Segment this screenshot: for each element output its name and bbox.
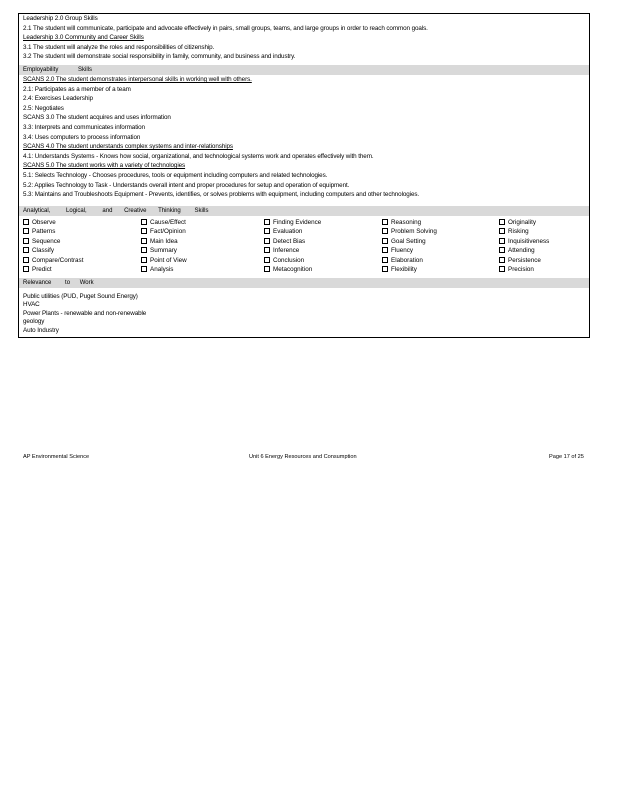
skill-label: Persistence [508,256,541,264]
checkbox-icon[interactable] [141,228,147,234]
skill-checkbox[interactable] [382,238,426,246]
skill-label: Classify [32,247,55,255]
skill-checkbox[interactable] [264,228,302,236]
checkbox-icon[interactable] [141,247,147,253]
skill-label: Sequence [32,237,61,245]
skill-label: Analysis [150,266,174,273]
skill-label: Flexibility [391,266,417,273]
skill-label: Main Idea [150,237,178,245]
skill-label: Reasoning [391,219,422,226]
skill-label: Risking [508,228,529,236]
footer-page: Page 17 of 25 [549,454,584,460]
standard-line: SCANS 5.0 The student works with a variety of technologies [23,162,186,170]
skill-checkbox[interactable] [23,257,83,265]
standard-line: Leadership 2.0 Group Skills [23,15,98,22]
standard-line: 2.4: Exercises Leadership [23,95,93,103]
checkbox-icon[interactable] [499,266,505,272]
skill-checkbox[interactable] [264,266,312,274]
skill-checkbox[interactable] [382,266,417,274]
checkbox-icon[interactable] [23,247,29,253]
standard-line: 5.1: Selects Technology - Chooses procedures, tools or equipment including computers and related technologies. [23,172,328,179]
skill-label: Elaboration [391,256,423,264]
skill-checkbox[interactable] [141,266,173,274]
skill-label: Precision [508,266,534,273]
standard-line: 2.1: Participates as a member of a team [23,85,131,93]
skill-checkbox[interactable] [141,247,177,255]
standard-line: Leadership 3.0 Community and Career Skills [23,34,144,41]
heading-word: Relevance [23,280,52,286]
checkbox-icon[interactable] [499,247,505,253]
checkbox-icon[interactable] [382,257,388,263]
skill-checkbox[interactable] [499,219,536,227]
skill-checkbox[interactable] [499,228,529,236]
standard-line: 4.1: Understands Systems - Knows how social, organizational, and technological systems work and operates effectively with them. [23,152,374,160]
footer-unit: Unit 6 Energy Resources and Consumption [249,454,357,460]
standard-line: 5.3: Maintains and Troubleshoots Equipment - Prevents, identifies, or solves problems with equipment, including computers and other technologies. [23,191,420,199]
checkbox-icon[interactable] [141,238,147,244]
skill-label: Detect Bias [273,237,306,245]
standard-line: HVAC [23,301,40,309]
skill-checkbox[interactable] [499,266,534,274]
standard-line: 2.1 The student will communicate, participate and advocate effectively in pairs, small groups, teams, and large groups in order to reach common goals. [23,24,428,32]
standards-table [18,13,590,338]
skill-label: Goal Setting [391,237,426,245]
skill-checkbox[interactable] [141,238,178,246]
checkbox-icon[interactable] [499,219,505,225]
checkbox-icon[interactable] [23,228,29,234]
heading-word: Creative [124,208,147,214]
standard-line: 3.3: Interprets and communicates information [23,124,145,131]
skill-label: Finding Evidence [273,219,322,226]
skill-checkbox[interactable] [141,228,186,236]
skill-checkbox[interactable] [264,219,321,227]
skill-label: Metacognition [273,266,313,273]
standard-line: 2.5: Negotiates [23,104,64,112]
skill-label: Predict [32,266,52,273]
standard-line: Power Plants - renewable and non-renewable [23,309,147,317]
standard-line: SCANS 4.0 The student understands complex systems and inter-relationships [23,143,233,151]
footer-course: AP Environmental Science [23,454,90,460]
standard-line: 3.1 The student will analyze the roles and responsibilities of citizenship. [23,43,215,51]
heading-word: Thinking [158,208,181,214]
standard-line: 5.2: Applies Technology to Task - Understands overall intent and proper procedures for setup and operation of equipment. [23,181,350,189]
checkbox-icon[interactable] [23,238,29,244]
checkbox-icon[interactable] [23,219,29,225]
checkbox-icon[interactable] [23,257,29,263]
skill-checkbox[interactable] [141,257,187,265]
skill-checkbox[interactable] [382,228,437,236]
standard-line: 3.4: Uses computers to process information [23,133,141,141]
skill-label: Inference [273,247,300,255]
skill-label: Conclusion [273,256,305,264]
heading-word: to [65,280,71,286]
skill-label: Point of View [150,256,187,264]
heading-word: Skills [194,208,209,214]
skill-checkbox[interactable] [382,219,421,227]
heading-word: and [102,208,113,214]
skill-label: Patterns [32,228,56,236]
heading-word: Work [79,280,94,286]
skill-checkbox[interactable] [264,247,299,255]
checkbox-icon[interactable] [499,238,505,244]
checkbox-icon[interactable] [264,238,270,244]
standard-line: SCANS 3.0 The student acquires and uses information [23,114,171,122]
skill-checkbox[interactable] [23,219,56,227]
skill-checkbox[interactable] [23,266,52,274]
heading-word: Skills [78,67,93,73]
standard-line: SCANS 2.0 The student demonstrates interpersonal skills in working well with others. [23,76,252,83]
checkbox-icon[interactable] [23,266,29,272]
checkbox-icon[interactable] [382,219,388,225]
skill-checkbox[interactable] [499,238,549,246]
skill-label: Attending [508,247,535,255]
checkbox-icon[interactable] [141,219,147,225]
checkbox-icon[interactable] [264,257,270,263]
skill-label: Observe [32,219,56,226]
checkbox-icon[interactable] [264,219,270,225]
skill-checkbox[interactable] [23,228,55,236]
checkbox-icon[interactable] [499,228,505,234]
skill-checkbox[interactable] [141,219,186,227]
checkbox-icon[interactable] [264,228,270,234]
heading-word: Logical, [66,208,87,214]
skill-label: Evaluation [273,228,303,236]
skill-checkbox[interactable] [264,238,305,246]
checkbox-icon[interactable] [382,238,388,244]
skill-checkbox[interactable] [264,257,304,265]
checkbox-icon[interactable] [382,266,388,272]
skill-checkbox[interactable] [382,247,413,255]
skill-label: Fluency [391,247,414,255]
skill-checkbox[interactable] [499,257,541,265]
checkbox-icon[interactable] [141,266,147,272]
skill-checkbox[interactable] [23,238,60,246]
skill-checkbox[interactable] [23,247,54,255]
skill-label: Compare/Contrast [32,256,84,264]
heading-word: Analytical, [23,208,51,214]
standard-line: geology [23,318,45,326]
heading-word: Employability [23,67,59,73]
employability-heading [19,65,589,75]
standard-line: 3.2 The student will demonstrate social responsibility in family, community, and business and industry. [23,53,296,60]
relevance-heading [19,278,589,288]
skill-label: Inquisitiveness [508,237,550,245]
skill-checkbox[interactable] [499,247,535,255]
skill-label: Fact/Opinion [150,228,186,236]
thinking-heading [19,206,589,216]
checkbox-icon[interactable] [264,266,270,272]
checkbox-icon[interactable] [141,257,147,263]
checkbox-icon[interactable] [264,247,270,253]
checkbox-icon[interactable] [382,247,388,253]
checkbox-icon[interactable] [499,257,505,263]
checkbox-icon[interactable] [382,228,388,234]
skill-label: Originality [508,219,536,226]
skill-label: Summary [150,247,177,255]
skill-checkbox[interactable] [382,257,423,265]
skill-label: Problem Solving [391,228,437,236]
standard-line: Auto Industry [23,326,59,334]
skill-label: Cause/Effect [150,219,186,226]
standard-line: Public utilities (PUD, Puget Sound Energy) [23,293,138,300]
